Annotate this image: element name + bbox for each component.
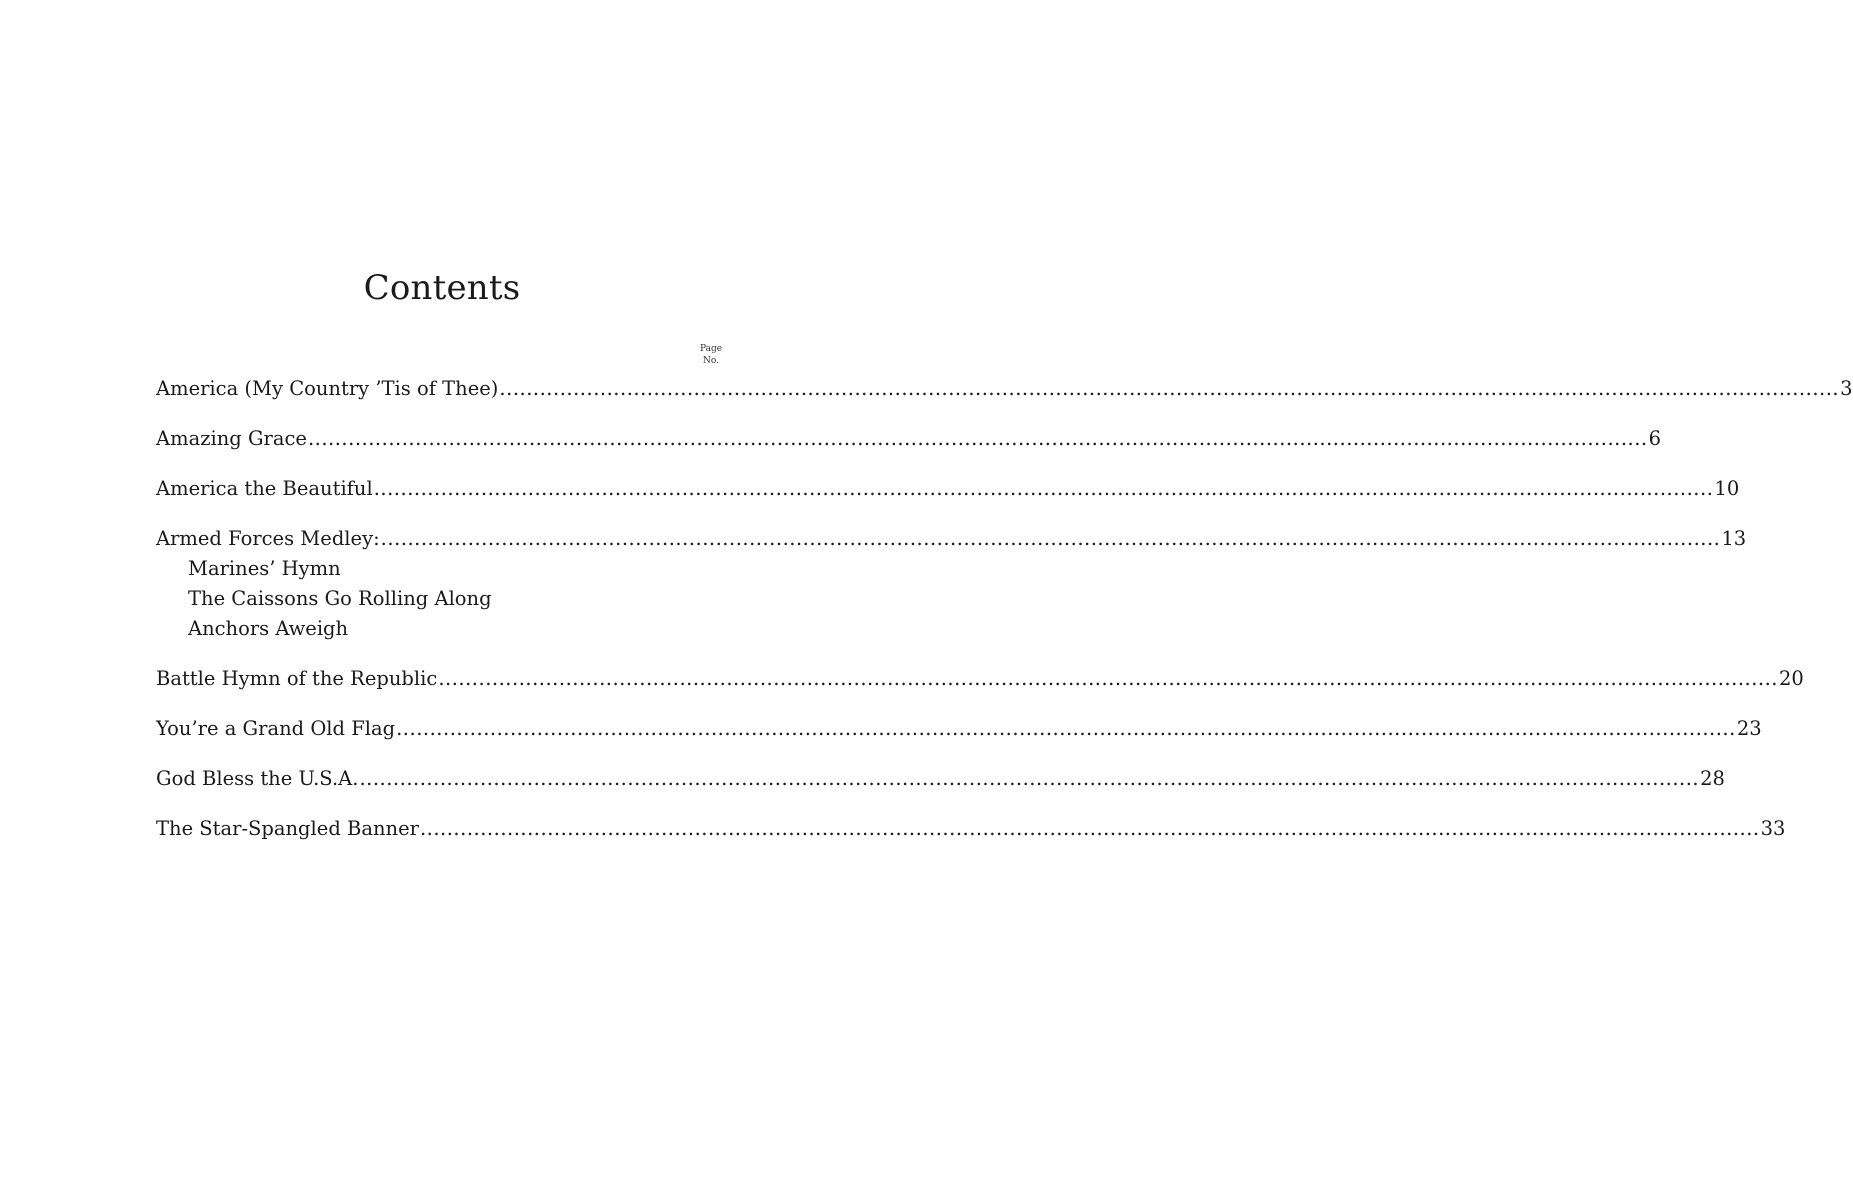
page-label-line2: No. bbox=[703, 356, 719, 366]
toc-entry-amazing-grace[interactable] bbox=[156, 424, 1662, 454]
toc-entry-title: Battle Hymn of the Republic bbox=[156, 667, 438, 690]
dot-leader: ........................................................................................................................................................................................................ bbox=[438, 667, 1779, 690]
dot-leader: ........................................................................................................................................................................................................ bbox=[373, 477, 1714, 500]
dot-leader: ........................................................................................................................................................................................................ bbox=[380, 527, 1721, 550]
toc-subitem-marines-hymn[interactable]: Marines’ Hymn bbox=[188, 557, 341, 580]
toc-entry-america-the-beautiful[interactable] bbox=[156, 474, 1740, 504]
page-number-column-label bbox=[686, 343, 736, 367]
page-title: Contents bbox=[363, 268, 521, 308]
dot-leader: ........................................................................................................................................................................................................ bbox=[396, 717, 1736, 740]
toc-entry-grand-old-flag[interactable] bbox=[156, 714, 1762, 744]
table-of-contents bbox=[156, 374, 1853, 844]
dot-leader: ........................................................................................................................................................................................................ bbox=[359, 767, 1700, 790]
toc-entry-title: America the Beautiful bbox=[156, 477, 373, 500]
toc-entry-title: Armed Forces Medley: bbox=[156, 527, 380, 550]
toc-entry-page: 33 bbox=[1760, 817, 1786, 840]
toc-entry-title: The Star-Spangled Banner bbox=[156, 817, 419, 840]
toc-subitem-anchors-aweigh[interactable]: Anchors Aweigh bbox=[188, 617, 349, 640]
dot-leader: ........................................................................................................................................................................................................ bbox=[499, 377, 1840, 400]
toc-entry-page: 23 bbox=[1736, 717, 1762, 740]
toc-entry-star-spangled-banner[interactable] bbox=[156, 814, 1786, 844]
toc-entry-title: America (My Country ’Tis of Thee) bbox=[156, 377, 499, 400]
toc-entry-page: 13 bbox=[1721, 527, 1747, 550]
dot-leader: ........................................................................................................................................................................................................ bbox=[419, 817, 1760, 840]
toc-entry-page: 28 bbox=[1700, 767, 1725, 790]
toc-entry-page: 3 bbox=[1840, 377, 1853, 400]
toc-entry-title: Amazing Grace bbox=[156, 427, 307, 450]
toc-entry-armed-forces-medley[interactable] bbox=[156, 524, 1747, 554]
page-label-line1: Page bbox=[699, 344, 723, 354]
toc-entry-page: 10 bbox=[1714, 477, 1740, 500]
toc-subitem-caissons[interactable]: The Caissons Go Rolling Along bbox=[188, 587, 492, 610]
toc-entry-battle-hymn[interactable] bbox=[156, 664, 1804, 694]
toc-entry-america[interactable] bbox=[156, 374, 1853, 404]
toc-entry-page: 6 bbox=[1648, 427, 1662, 450]
toc-entry-title: You’re a Grand Old Flag bbox=[156, 717, 396, 740]
toc-entry-god-bless-usa[interactable] bbox=[156, 764, 1725, 794]
toc-entry-title: God Bless the U.S.A. bbox=[156, 767, 359, 790]
dot-leader: ........................................................................................................................................................................................................ bbox=[307, 427, 1648, 450]
toc-entry-page: 20 bbox=[1779, 667, 1804, 690]
